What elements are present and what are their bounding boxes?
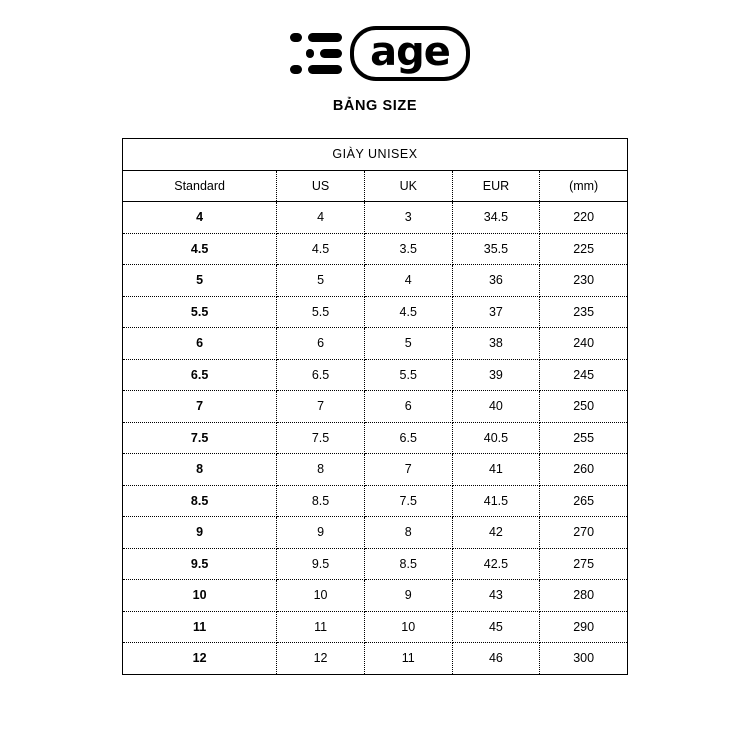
cell-mm: 235 xyxy=(540,296,627,328)
table-row xyxy=(123,548,627,580)
table-row xyxy=(123,517,627,549)
cell-mm: 225 xyxy=(540,233,627,265)
cell-eur: 37 xyxy=(452,296,540,328)
cell-eur: 41 xyxy=(452,454,540,486)
cell-us: 8.5 xyxy=(277,485,365,517)
cell-uk: 7.5 xyxy=(364,485,452,517)
cell-uk: 11 xyxy=(364,643,452,674)
cell-eur: 40 xyxy=(452,391,540,423)
table-row xyxy=(123,611,627,643)
cell-standard: 8.5 xyxy=(123,485,277,517)
cell-eur: 43 xyxy=(452,580,540,612)
logo-bar-row xyxy=(280,49,342,58)
cell-mm: 240 xyxy=(540,328,627,360)
page-title: BẢNG SIZE xyxy=(332,98,418,114)
cell-mm: 270 xyxy=(540,517,627,549)
table-caption: GIÀY UNISEX xyxy=(123,139,627,170)
size-table xyxy=(123,139,627,674)
cell-standard: 12 xyxy=(123,643,277,674)
table-head xyxy=(123,139,627,202)
table-row xyxy=(123,202,627,234)
cell-us: 10 xyxy=(277,580,365,612)
cell-uk: 9 xyxy=(364,580,452,612)
cell-eur: 42.5 xyxy=(452,548,540,580)
cell-eur: 45 xyxy=(452,611,540,643)
cell-uk: 8 xyxy=(364,517,452,549)
brand-logo xyxy=(0,0,750,78)
logo-bar xyxy=(308,65,342,74)
cell-standard: 5 xyxy=(123,265,277,297)
cell-us: 8 xyxy=(277,454,365,486)
cell-uk: 10 xyxy=(364,611,452,643)
cell-mm: 280 xyxy=(540,580,627,612)
cell-uk: 8.5 xyxy=(364,548,452,580)
table-caption-row xyxy=(123,139,627,170)
cell-standard: 4 xyxy=(123,202,277,234)
cell-us: 4.5 xyxy=(277,233,365,265)
table-header-row xyxy=(123,170,627,202)
cell-uk: 7 xyxy=(364,454,452,486)
cell-standard: 8 xyxy=(123,454,277,486)
logo-bar-row xyxy=(280,33,342,42)
cell-eur: 38 xyxy=(452,328,540,360)
cell-eur: 41.5 xyxy=(452,485,540,517)
cell-us: 9 xyxy=(277,517,365,549)
table-row xyxy=(123,296,627,328)
table-row xyxy=(123,485,627,517)
table-row xyxy=(123,454,627,486)
column-header-eur: EUR xyxy=(452,170,540,202)
logo-bar xyxy=(320,49,342,58)
cell-standard: 9 xyxy=(123,517,277,549)
cell-eur: 40.5 xyxy=(452,422,540,454)
cell-mm: 255 xyxy=(540,422,627,454)
cell-mm: 250 xyxy=(540,391,627,423)
size-table-container xyxy=(122,138,628,675)
cell-us: 6.5 xyxy=(277,359,365,391)
cell-mm: 290 xyxy=(540,611,627,643)
table-row xyxy=(123,422,627,454)
cell-uk: 6.5 xyxy=(364,422,452,454)
logo-bar-row xyxy=(280,65,342,74)
logo-bar xyxy=(290,65,302,74)
cell-us: 7 xyxy=(277,391,365,423)
cell-mm: 265 xyxy=(540,485,627,517)
column-header-uk: UK xyxy=(364,170,452,202)
cell-us: 5.5 xyxy=(277,296,365,328)
logo-bar xyxy=(290,33,302,42)
cell-mm: 220 xyxy=(540,202,627,234)
cell-standard: 5.5 xyxy=(123,296,277,328)
age-logo-bars-icon xyxy=(280,33,342,74)
table-row xyxy=(123,359,627,391)
cell-mm: 230 xyxy=(540,265,627,297)
cell-eur: 34.5 xyxy=(452,202,540,234)
table-row xyxy=(123,643,627,674)
cell-us: 7.5 xyxy=(277,422,365,454)
cell-uk: 3 xyxy=(364,202,452,234)
cell-mm: 275 xyxy=(540,548,627,580)
cell-uk: 5 xyxy=(364,328,452,360)
logo-wordmark: age xyxy=(350,26,470,81)
table-row xyxy=(123,265,627,297)
table-row xyxy=(123,233,627,265)
cell-standard: 11 xyxy=(123,611,277,643)
cell-us: 5 xyxy=(277,265,365,297)
column-header-mm: (mm) xyxy=(540,170,627,202)
column-header-us: US xyxy=(277,170,365,202)
table-row xyxy=(123,580,627,612)
cell-standard: 6.5 xyxy=(123,359,277,391)
cell-eur: 35.5 xyxy=(452,233,540,265)
cell-eur: 39 xyxy=(452,359,540,391)
cell-us: 12 xyxy=(277,643,365,674)
cell-us: 4 xyxy=(277,202,365,234)
cell-uk: 4 xyxy=(364,265,452,297)
logo-lockup xyxy=(280,26,470,81)
cell-standard: 4.5 xyxy=(123,233,277,265)
logo-bar xyxy=(306,49,314,58)
cell-uk: 5.5 xyxy=(364,359,452,391)
table-row xyxy=(123,391,627,423)
logo-bar xyxy=(308,33,342,42)
cell-standard: 7.5 xyxy=(123,422,277,454)
cell-us: 11 xyxy=(277,611,365,643)
cell-mm: 300 xyxy=(573,651,595,666)
cell-standard: 9.5 xyxy=(123,548,277,580)
cell-uk: 3.5 xyxy=(364,233,452,265)
cell-standard: 10 xyxy=(123,580,277,612)
column-header-standard: Standard xyxy=(123,170,277,202)
cell-standard: 6 xyxy=(123,328,277,360)
cell-uk: 6 xyxy=(364,391,452,423)
cell-standard: 7 xyxy=(123,391,277,423)
cell-us: 9.5 xyxy=(277,548,365,580)
cell-mm: 260 xyxy=(540,454,627,486)
cell-eur: 46 xyxy=(452,643,540,674)
cell-us: 6 xyxy=(277,328,365,360)
cell-uk: 4.5 xyxy=(364,296,452,328)
table-row xyxy=(123,328,627,360)
cell-mm: 245 xyxy=(540,359,627,391)
cell-eur: 36 xyxy=(452,265,540,297)
table-body xyxy=(123,202,627,674)
cell-eur: 42 xyxy=(452,517,540,549)
